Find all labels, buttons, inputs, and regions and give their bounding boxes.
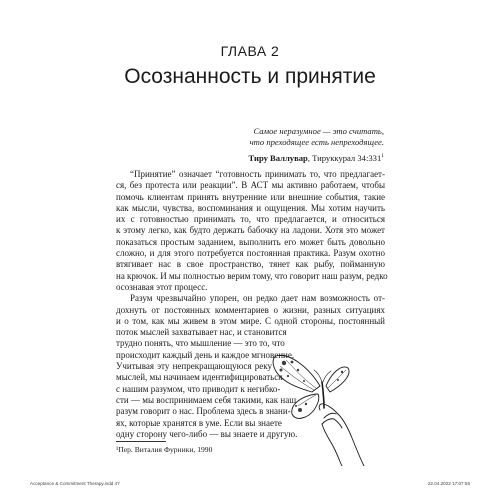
body-line: сти — мы воспринимаем себя такими, как наш bbox=[116, 394, 297, 405]
body-line: поток мыслей захватывает нас, и становится bbox=[116, 327, 287, 338]
epigraph-author: Тиру Валлувар bbox=[248, 153, 308, 163]
body-line: сложно, и для этого потребуется постоянная практика. Разум охотно bbox=[116, 248, 385, 259]
body-line: происходит каждый день и каждое мгновение. bbox=[116, 349, 295, 360]
epigraph-source: , Тируккурал 34:331 bbox=[307, 153, 382, 163]
body-line: ях, которые хранятся в уме. Если вы знаете bbox=[116, 417, 282, 428]
epigraph bbox=[184, 126, 384, 148]
butterfly-wing-upper bbox=[273, 355, 320, 392]
body-line: ся, без протеста или реакции”. В АСТ мы активно работаем, чтобы bbox=[116, 180, 385, 191]
body-line: и о том, как мы живем в этом мире. С одной стороны, постоянный bbox=[116, 315, 385, 326]
print-footer-left: Acceptance & Commitment Therapy.indd 47 bbox=[30, 481, 120, 486]
body-line: с нашим разумом, что приводит к негибко- bbox=[116, 383, 281, 394]
body-line: на крючок. И мы полностью верим тому, что говорит наш разум, редко bbox=[116, 270, 388, 281]
body-line: одну сторону чего-либо — вы знаете и другую. bbox=[116, 428, 298, 439]
body-line: втягивает нас в свое пространство, тянет как рыбу, пойманную bbox=[116, 259, 385, 270]
body-line: показаться простым заданием, выполнить его может быть довольно bbox=[116, 236, 385, 247]
body-line: “Принятие” означает “готовность принимать то, что предлагает- bbox=[130, 169, 385, 179]
body-line: Учитывая эту непрекращающуюся реку bbox=[116, 361, 272, 372]
chapter-title: Осознанность и принятие bbox=[124, 65, 376, 88]
butterfly-on-hand-illustration bbox=[268, 348, 388, 466]
print-footer-right: 22.04.2022 17:07:55 bbox=[427, 481, 470, 486]
footnote-ref: 1 bbox=[381, 153, 384, 160]
footnote-rule bbox=[116, 441, 166, 442]
body-line: осознавая этот процесс. bbox=[116, 281, 208, 292]
body-line: дохнуть от постоянных комментариев о жизни, разных ситуациях bbox=[116, 304, 385, 315]
hand-outline bbox=[319, 404, 338, 414]
chapter-label: ГЛАВА 2 bbox=[220, 43, 280, 59]
body-line: к этому легко, как будто держать бабочку на ладони. Хотя это может bbox=[116, 225, 385, 236]
footnote: ¹Пер. Виталия Фурники, 1990 bbox=[116, 445, 213, 454]
body-line: мыслей, мы начинаем идентифицироваться bbox=[116, 372, 283, 383]
body-line: разум говорит о нас. Проблема здесь в знани- bbox=[116, 406, 291, 417]
body-line: Разум чрезвычайно упорен, он редко дает нам возможность от- bbox=[130, 293, 385, 304]
epigraph-attribution bbox=[248, 153, 384, 163]
body-line: трудно понять, что мышление — это то, что bbox=[116, 338, 285, 349]
body-line: их с готовностью принимать то, что предлагается, и относиться bbox=[116, 214, 385, 225]
epigraph-line: что преходящее есть непреходящее. bbox=[249, 137, 384, 147]
epigraph-line: Самое неразумное — это считать, bbox=[253, 126, 384, 136]
body-line: как мысли, чувства, воспоминания и ощущения. Мы хотим научить bbox=[116, 202, 385, 213]
body-line: помочь клиентам принять внутренние или внешние события, такие bbox=[116, 191, 385, 202]
